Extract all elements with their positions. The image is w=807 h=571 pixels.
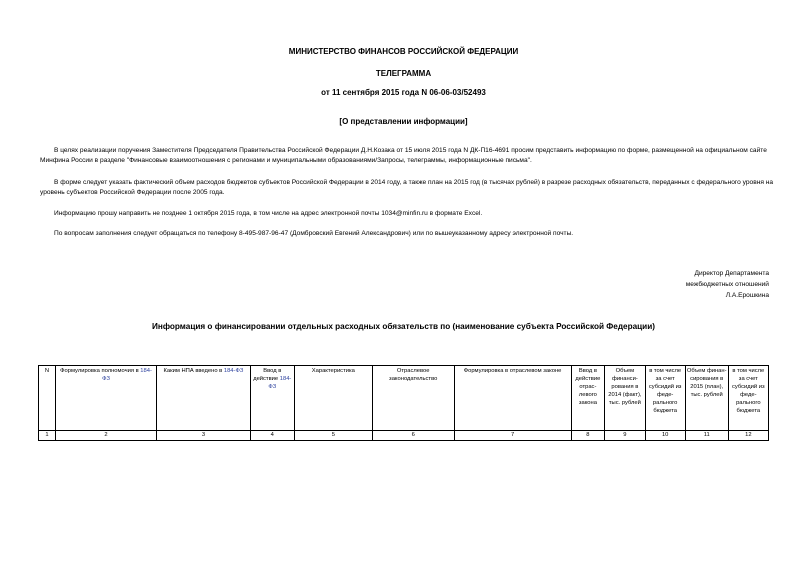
column-number: 9 xyxy=(605,431,645,441)
column-number: 11 xyxy=(685,431,728,441)
column-header: Отраслевое законодательство xyxy=(372,366,454,431)
ministry-heading: МИНИСТЕРСТВО ФИНАНСОВ РОССИЙСКОЙ ФЕДЕРАЦИИ xyxy=(288,47,519,56)
column-number: 5 xyxy=(294,431,372,441)
column-header: Ввод в действие 184-ФЗ xyxy=(250,366,294,431)
signature-department: межбюджетных отношений xyxy=(685,281,769,288)
column-header: Формулировка полномочия в 184-ФЗ xyxy=(55,366,156,431)
column-number: 3 xyxy=(157,431,251,441)
body-paragraph-2: В форме следует указать фактический объем расходов бюджетов субъектов Российской Федерации в 2014 году, а также план на 2015 год (в тысячах рублей) в разрезе расходных обязательств, переданных с федерального уровня на уровень субъектов Российской Федерации после 2005 года. xyxy=(40,179,774,196)
body-paragraph-4: По вопросам заполнения следует обращаться по телефону 8-495-987-96-47 (Домбровский Евгений Александрович) или по вышеуказанному адресу электронной почты. xyxy=(54,230,574,237)
column-header: Объем финанси-рования в 2014 (факт), тыс. рублей xyxy=(605,366,645,431)
column-header: Ввод в действие отрас-левого закона xyxy=(571,366,605,431)
column-header: Каким НПА введено в 184-ФЗ xyxy=(157,366,251,431)
law-link[interactable]: 184-ФЗ xyxy=(223,368,244,374)
column-header: Формулировка в отраслевом законе xyxy=(454,366,571,431)
table-number-row xyxy=(39,431,769,441)
column-number: 10 xyxy=(645,431,685,441)
signature-block xyxy=(686,268,769,301)
document-type-heading: ТЕЛЕГРАММА xyxy=(375,69,432,78)
signature-name: Л.А.Ерошкина xyxy=(725,292,769,299)
column-header: Объем финан-сирования в 2015 (план), тыс. рублей xyxy=(685,366,728,431)
body-paragraph-1: В целях реализации поручения Заместителя Председателя Правительства Российской Федерации Д.Н.Козака от 15 июля 2015 года N ДК-П16-4691 просим представить информацию по форме, размещенной на официальном сайте Минфина России в разделе "Финансовые взаимоотношения с регионами и муниципальными образованиями/Запросы, телеграммы, информационные письма". xyxy=(40,147,767,164)
financing-table xyxy=(38,365,769,441)
table-header-row xyxy=(39,366,769,431)
column-header: в том числе за счет субсидий из феде-рального бюджета xyxy=(728,366,768,431)
table-title: Информация о финансировании отдельных расходных обязательств по (наименование субъекта Российской Федерации) xyxy=(152,322,655,331)
column-number: 1 xyxy=(39,431,56,441)
body-paragraph-3: Информацию прошу направить не позднее 1 октября 2015 года, в том числе на адрес электронной почты 1034@minfin.ru в формате Excel. xyxy=(54,210,483,217)
law-link[interactable]: 184-ФЗ xyxy=(268,376,292,390)
law-link[interactable]: 184-ФЗ xyxy=(102,368,152,382)
column-number: 6 xyxy=(372,431,454,441)
column-number: 2 xyxy=(55,431,156,441)
column-number: 8 xyxy=(571,431,605,441)
signature-position: Директор Департамента xyxy=(694,270,769,277)
column-number: 7 xyxy=(454,431,571,441)
document-subject: [О представлении информации] xyxy=(339,117,468,126)
column-header: Характеристика xyxy=(294,366,372,431)
column-number: 4 xyxy=(250,431,294,441)
column-header: N xyxy=(39,366,56,431)
column-number: 12 xyxy=(728,431,768,441)
column-header: в том числе за счет субсидий из феде-рального бюджета xyxy=(645,366,685,431)
document-date-number: от 11 сентября 2015 года N 06-06-03/52493 xyxy=(321,88,486,97)
